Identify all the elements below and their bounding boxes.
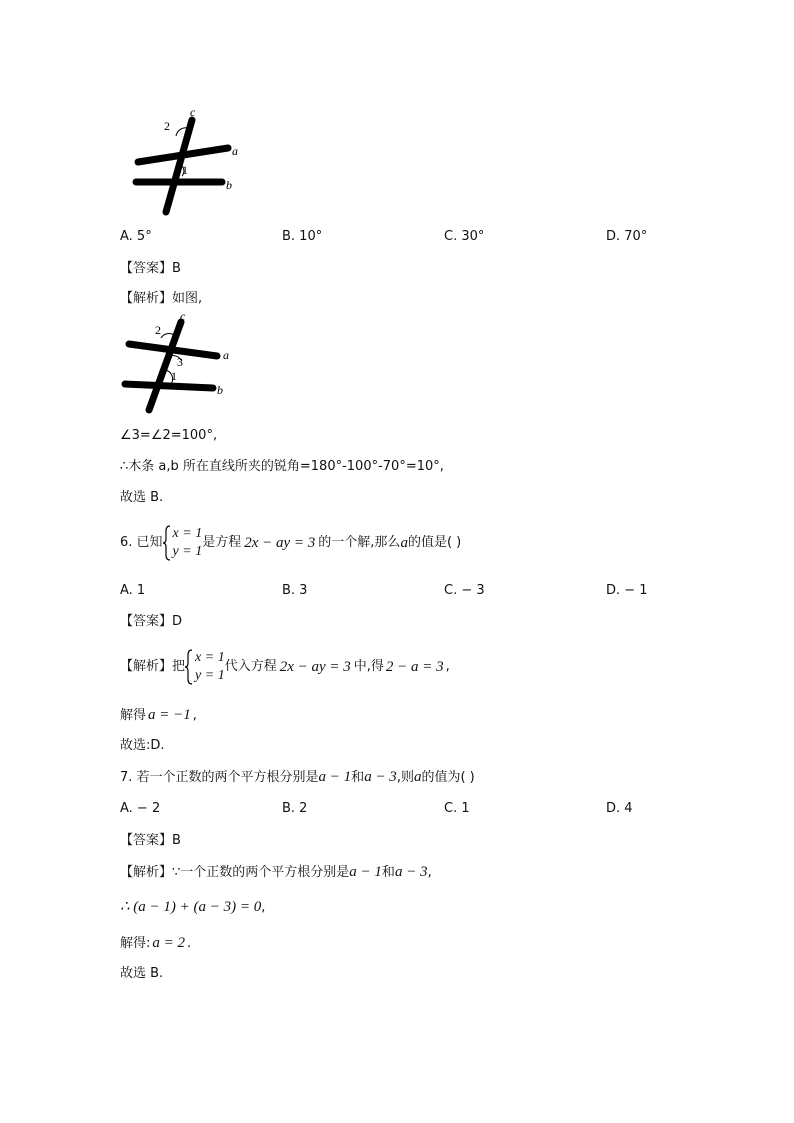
q7-and: 和 — [351, 770, 365, 785]
solve-equation: a = −1 — [148, 707, 191, 723]
q7-option-c[interactable]: C. 1 — [444, 801, 470, 816]
q6-option-b[interactable]: B. 3 — [282, 583, 308, 598]
q6-solve — [120, 706, 197, 725]
answer-value: D — [172, 614, 183, 629]
q6-sys-x: x = 1 — [172, 526, 203, 541]
q7-mid: ,则 — [396, 770, 414, 785]
q6-equation: 2x − ay = 3 — [244, 535, 316, 551]
q6-analysis-system — [185, 649, 225, 685]
label-2: 2 — [164, 119, 170, 133]
answer-label: 【答案】 — [120, 261, 173, 276]
label-b: b — [217, 383, 223, 397]
q6-analysis — [120, 647, 450, 687]
q7-stem — [120, 768, 475, 787]
label-a: a — [232, 144, 238, 158]
q7-final: 故选 B. — [120, 966, 164, 981]
q7-option-a[interactable]: A. − 2 — [120, 801, 161, 816]
analysis-expr-2: a − 3 — [394, 864, 428, 880]
analysis-label: 【解析】 — [120, 659, 173, 674]
brace-icon — [163, 525, 171, 561]
label-a: a — [223, 348, 229, 362]
q5-option-b[interactable]: B. 10° — [282, 229, 323, 244]
label-b: b — [226, 178, 232, 192]
label-1: 1 — [182, 163, 188, 177]
solve-equation: a = 2 — [152, 935, 186, 951]
q5-analysis — [120, 290, 202, 308]
q6-mid2: 的一个解,那么 — [318, 535, 401, 550]
q6-system — [163, 525, 203, 561]
analysis-end: , — [427, 865, 432, 880]
q6-option-a[interactable]: A. 1 — [120, 583, 146, 598]
q6-prefix: 6. 已知 — [120, 535, 163, 550]
q7-var: a — [413, 769, 422, 785]
analysis-label: 【解析】 — [120, 865, 173, 880]
q6-final: 故选:D. — [120, 738, 165, 753]
q6-var: a — [400, 535, 408, 551]
label-c: c — [190, 105, 196, 119]
q5-line-2: ∴木条 a,b 所在直线所夹的锐角=180°-100°-70°=10°, — [120, 459, 444, 474]
label-2: 2 — [155, 323, 161, 337]
solve-pre: 解得 — [120, 708, 147, 723]
answer-label: 【答案】 — [120, 614, 173, 629]
q7-analysis — [120, 863, 432, 882]
q6-sys-y: y = 1 — [172, 544, 203, 559]
answer-value: B — [172, 261, 181, 276]
q5-figure-2 — [115, 308, 255, 420]
q6-a-sys-x: x = 1 — [195, 650, 225, 665]
q7-option-b[interactable]: B. 2 — [282, 801, 308, 816]
q6-stem — [120, 523, 461, 563]
q7-expr-1: a − 1 — [318, 769, 352, 785]
sum-equation: ∴ (a − 1) + (a − 3) = 0 — [120, 899, 262, 915]
solve-pre: 解得: — [120, 936, 151, 951]
analysis-mid2: 中,得 — [353, 659, 384, 674]
q7-suffix: 的值为( ) — [421, 770, 475, 785]
q7-sum — [120, 898, 265, 917]
q6-suffix: 的值是( ) — [407, 535, 462, 550]
label-1: 1 — [171, 369, 177, 383]
analysis-label: 【解析】 — [120, 291, 173, 306]
label-3: 3 — [177, 355, 183, 369]
q7-answer — [120, 832, 181, 850]
solve-end: . — [187, 936, 192, 951]
q5-option-a[interactable]: A. 5° — [120, 229, 152, 244]
analysis-pre: ∵一个正数的两个平方根分别是 — [172, 865, 350, 880]
analysis-end: , — [445, 659, 450, 674]
q6-option-d[interactable]: D. − 1 — [606, 583, 648, 598]
answer-value: B — [172, 833, 181, 848]
q7-option-d[interactable]: D. 4 — [606, 801, 633, 816]
q5-figure-1 — [120, 100, 260, 220]
q6-mid: 是方程 — [202, 535, 242, 550]
q6-answer — [120, 613, 182, 631]
q5-line-1: ∠3=∠2=100°, — [120, 428, 218, 443]
line-c — [166, 120, 192, 212]
analysis-equation: 2x − ay = 3 — [279, 659, 351, 675]
label-c: c — [180, 309, 186, 323]
q5-line-3: 故选 B. — [120, 490, 164, 505]
q7-expr-2: a − 3 — [364, 769, 397, 785]
q5-option-c[interactable]: C. 30° — [444, 229, 485, 244]
brace-icon — [185, 649, 193, 685]
analysis-expr-1: a − 1 — [349, 864, 382, 880]
line-b — [125, 384, 213, 388]
q5-answer — [120, 260, 181, 278]
q7-solve — [120, 934, 191, 953]
solve-end: , — [192, 708, 197, 723]
q7-prefix: 7. 若一个正数的两个平方根分别是 — [120, 770, 319, 785]
q6-option-c[interactable]: C. − 3 — [444, 583, 485, 598]
q6-a-sys-y: y = 1 — [195, 668, 225, 683]
answer-label: 【答案】 — [120, 833, 173, 848]
analysis-text: 如图, — [172, 291, 203, 306]
sum-end: , — [261, 900, 266, 915]
analysis-equation-2: 2 − a = 3 — [385, 659, 444, 675]
analysis-mid: 代入方程 — [224, 659, 277, 674]
analysis-and: 和 — [381, 865, 395, 880]
analysis-pre: 把 — [172, 659, 186, 674]
q5-option-d[interactable]: D. 70° — [606, 229, 648, 244]
